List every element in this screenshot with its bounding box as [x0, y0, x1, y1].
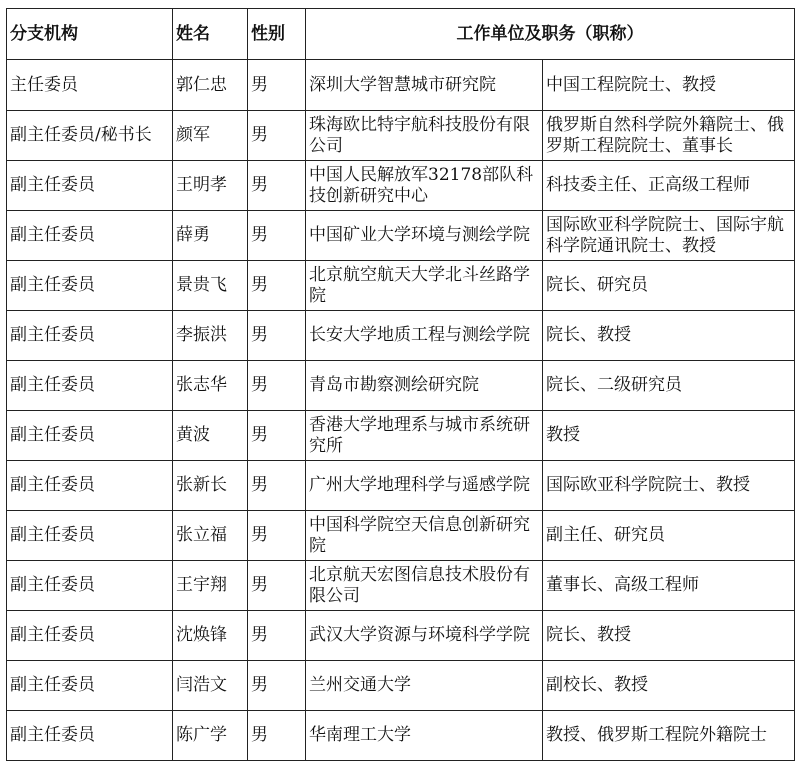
cell-unit: 广州大学地理科学与遥感学院 — [306, 461, 543, 511]
cell-unit: 中国人民解放军32178部队科技创新研究中心 — [306, 161, 543, 211]
cell-gender: 男 — [248, 111, 306, 161]
cell-unit: 中国矿业大学环境与测绘学院 — [306, 211, 543, 261]
cell-unit: 北京航天宏图信息技术股份有限公司 — [306, 561, 543, 611]
cell-branch: 副主任委员 — [7, 211, 173, 261]
cell-branch: 副主任委员 — [7, 661, 173, 711]
table-row — [7, 261, 795, 311]
cell-gender: 男 — [248, 461, 306, 511]
cell-title: 教授 — [543, 411, 795, 461]
cell-gender: 男 — [248, 711, 306, 761]
table-row — [7, 611, 795, 661]
header-gender: 性别 — [248, 9, 306, 60]
cell-title: 教授、俄罗斯工程院外籍院士 — [543, 711, 795, 761]
cell-gender: 男 — [248, 661, 306, 711]
cell-branch: 副主任委员 — [7, 311, 173, 361]
cell-gender: 男 — [248, 211, 306, 261]
cell-branch: 副主任委员/秘书长 — [7, 111, 173, 161]
cell-title: 副主任、研究员 — [543, 511, 795, 561]
cell-name: 黄波 — [173, 411, 248, 461]
document-page — [6, 8, 794, 761]
table-row — [7, 161, 795, 211]
cell-unit: 香港大学地理系与城市系统研究所 — [306, 411, 543, 461]
cell-name: 郭仁忠 — [173, 60, 248, 111]
cell-name: 王宇翔 — [173, 561, 248, 611]
cell-name: 李振洪 — [173, 311, 248, 361]
header-unit-position: 工作单位及职务（职称） — [306, 9, 795, 60]
cell-unit: 深圳大学智慧城市研究院 — [306, 60, 543, 111]
cell-name: 张新长 — [173, 461, 248, 511]
table-row — [7, 461, 795, 511]
cell-gender: 男 — [248, 60, 306, 111]
cell-title: 院长、教授 — [543, 311, 795, 361]
cell-unit: 兰州交通大学 — [306, 661, 543, 711]
header-name: 姓名 — [173, 9, 248, 60]
cell-title: 院长、研究员 — [543, 261, 795, 311]
cell-title: 国际欧亚科学院院士、国际宇航科学院通讯院士、教授 — [543, 211, 795, 261]
committee-table — [6, 8, 795, 761]
cell-branch: 副主任委员 — [7, 561, 173, 611]
cell-name: 闫浩文 — [173, 661, 248, 711]
header-row — [7, 9, 795, 60]
cell-title: 科技委主任、正高级工程师 — [543, 161, 795, 211]
cell-name: 王明孝 — [173, 161, 248, 211]
table-row — [7, 111, 795, 161]
table-row — [7, 711, 795, 761]
cell-name: 颜军 — [173, 111, 248, 161]
cell-branch: 副主任委员 — [7, 461, 173, 511]
table-row — [7, 411, 795, 461]
table-row — [7, 361, 795, 411]
cell-gender: 男 — [248, 161, 306, 211]
cell-unit: 长安大学地质工程与测绘学院 — [306, 311, 543, 361]
cell-gender: 男 — [248, 361, 306, 411]
cell-title: 国际欧亚科学院院士、教授 — [543, 461, 795, 511]
cell-title: 董事长、高级工程师 — [543, 561, 795, 611]
cell-branch: 副主任委员 — [7, 261, 173, 311]
cell-gender: 男 — [248, 411, 306, 461]
cell-unit: 青岛市勘察测绘研究院 — [306, 361, 543, 411]
cell-unit: 中国科学院空天信息创新研究院 — [306, 511, 543, 561]
cell-name: 张志华 — [173, 361, 248, 411]
cell-gender: 男 — [248, 511, 306, 561]
cell-title: 俄罗斯自然科学院外籍院士、俄罗斯工程院院士、董事长 — [543, 111, 795, 161]
cell-name: 景贵飞 — [173, 261, 248, 311]
cell-gender: 男 — [248, 311, 306, 361]
cell-unit: 北京航空航天大学北斗丝路学院 — [306, 261, 543, 311]
cell-branch: 副主任委员 — [7, 511, 173, 561]
cell-unit: 武汉大学资源与环境科学学院 — [306, 611, 543, 661]
cell-unit: 珠海欧比特宇航科技股份有限公司 — [306, 111, 543, 161]
table-row — [7, 561, 795, 611]
cell-title: 副校长、教授 — [543, 661, 795, 711]
cell-gender: 男 — [248, 261, 306, 311]
cell-branch: 副主任委员 — [7, 411, 173, 461]
cell-gender: 男 — [248, 561, 306, 611]
table-header — [7, 9, 795, 60]
cell-gender: 男 — [248, 611, 306, 661]
cell-name: 薛勇 — [173, 211, 248, 261]
table-row — [7, 60, 795, 111]
table-row — [7, 661, 795, 711]
table-body — [7, 60, 795, 761]
cell-title: 院长、教授 — [543, 611, 795, 661]
table-row — [7, 511, 795, 561]
cell-title: 院长、二级研究员 — [543, 361, 795, 411]
cell-branch: 副主任委员 — [7, 361, 173, 411]
cell-branch: 副主任委员 — [7, 711, 173, 761]
cell-branch: 主任委员 — [7, 60, 173, 111]
cell-name: 张立福 — [173, 511, 248, 561]
cell-name: 沈焕锋 — [173, 611, 248, 661]
header-branch: 分支机构 — [7, 9, 173, 60]
cell-branch: 副主任委员 — [7, 611, 173, 661]
cell-name: 陈广学 — [173, 711, 248, 761]
cell-title: 中国工程院院士、教授 — [543, 60, 795, 111]
cell-branch: 副主任委员 — [7, 161, 173, 211]
table-row — [7, 311, 795, 361]
table-row — [7, 211, 795, 261]
cell-unit: 华南理工大学 — [306, 711, 543, 761]
